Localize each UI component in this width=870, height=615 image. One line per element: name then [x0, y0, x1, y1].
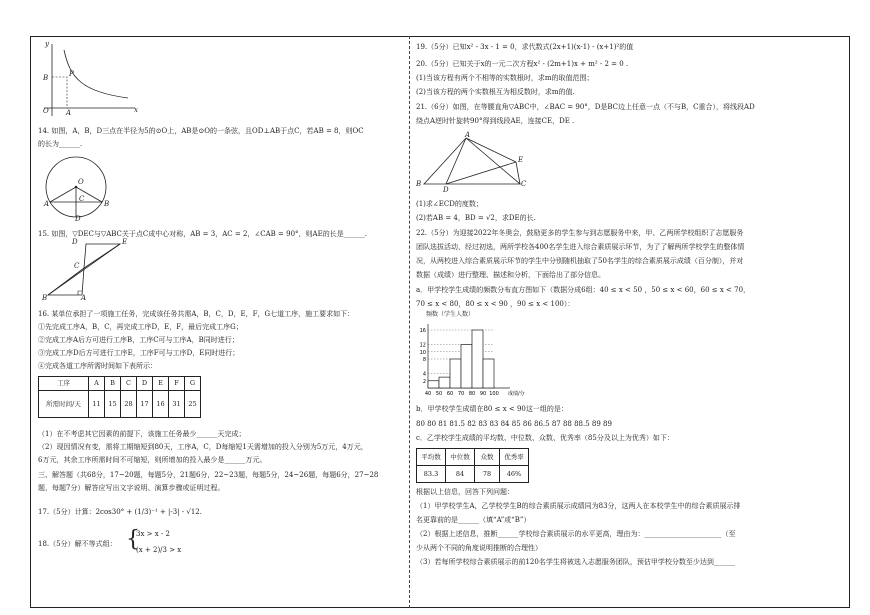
x-tick-label: 40: [424, 391, 432, 397]
q16-line1: 16. 某单位承担了一项施工任务，完成该任务共需A，B，C，D，E，F，G七道工序，施工要求如下：: [38, 310, 355, 318]
graph-label-b: B: [43, 74, 49, 82]
x-axis-label: 成绩/分: [508, 391, 525, 397]
table-cell: 46%: [500, 466, 529, 483]
table-cell: 16: [153, 391, 169, 418]
q22-after1: 根据以上信息，回答下列问题：: [416, 488, 514, 496]
histogram-bar: [439, 377, 450, 388]
q15-label-b: B: [42, 294, 48, 302]
table-cell: 78: [475, 466, 500, 483]
table-row: [39, 391, 201, 418]
x-tick-label: 100: [489, 391, 499, 397]
q22-a2: 70 ≤ x < 80，80 ≤ x < 90 ，90 ≤ x < 100）：: [416, 300, 575, 308]
graph-label-x: x: [134, 106, 138, 114]
q21-line2: 绕点A逆时针旋转90°得到线段AE，连接CE，DE .: [416, 117, 575, 125]
histogram-bar: [450, 359, 461, 388]
table-cell: B: [105, 377, 121, 391]
q21-label-a: A: [465, 131, 471, 139]
q17-text: 17.（5分）计算：2cos30° + (1/3)⁻¹ + |-3| - √12.: [38, 508, 202, 516]
x-tick-label: 80: [468, 391, 476, 397]
q21-label-c: C: [521, 180, 527, 188]
table-cell: A: [89, 377, 105, 391]
table-cell: 84: [446, 466, 475, 483]
x-tick-label: 70: [457, 391, 465, 397]
x-tick-label: 60: [446, 391, 454, 397]
section3-line2: 题，每题7分）解答应写出文字说明、演算步骤或证明过程。: [38, 484, 225, 492]
table-row: [417, 466, 529, 483]
q14-circle-figure: [42, 150, 112, 222]
q14-label-c: C: [79, 195, 85, 203]
section3-line1: 三、解答题（共68分，17~20题，每题5分，21题6分，22~23题，每题5分，24~26题，每题6分，27~28: [38, 471, 379, 479]
q16-sub2a: （2）现因情况有变，需将工期缩短到80天，工序A，C，D每缩短1天需增加的投入分别为5万元，4万元，: [38, 443, 368, 451]
q18-sys2: (x + 2)/3 > x: [136, 546, 182, 554]
q21-sub1: (1)求∠ECD的度数；: [416, 200, 483, 208]
q22-b2: 80 80 81 81.5 82 83 83 84 85 86 86.5 87 88 88.5 89 89: [416, 420, 612, 428]
q16-line5: ④完成各道工序所需时间如下表所示：: [38, 362, 157, 370]
q18-sys1: 3x > x - 2: [136, 530, 170, 538]
q18-brace: {: [126, 527, 140, 552]
q22-line1: 22.（5分）为迎接2022年冬奥会，鼓励更多的学生参与到志愿服务中来，甲、乙两所学校组织了志愿服务: [416, 229, 744, 237]
q15-label-d: D: [72, 238, 78, 246]
q15-line1: 15. 如图，▽DEC与▽ABC关于点C成中心对称，AB = 3，AC = 2，∠CAB = 90°，则AE的长是______.: [38, 230, 367, 238]
q22-sub2b: 少从两个不同的角度说明推断的合理性）: [416, 544, 542, 552]
q21-line1: 21.（6分）如图，在等腰直角▽ABC中，∠BAC = 90°，D是BC边上任意一点（不与B，C重合），将线段AD: [416, 103, 755, 111]
table-cell: 17: [137, 391, 153, 418]
q16-sub1: （1）在不考虑其它因素的前提下，该施工任务最少______天完成；: [38, 430, 246, 438]
table-cell: 工序: [39, 377, 89, 391]
table-row: [417, 449, 529, 466]
q22-b1: b．甲学校学生成绩在80 ≤ x < 90这一组的是：: [416, 405, 568, 413]
q21-label-b: B: [416, 180, 422, 188]
table-cell: E: [153, 377, 169, 391]
q22-sub2a: （2）根据上述信息，推断______学校综合素质展示的水平更高，理由为：______________________（至: [416, 530, 736, 538]
x-tick-label: 50: [435, 391, 443, 397]
graph-label-o: O: [43, 107, 49, 115]
graph-label-p: P: [69, 70, 74, 78]
q16-line2: ①先完成工序A，B，C，再完成工序D，E，F，最后完成工序G；: [38, 323, 243, 331]
q22-sub3: （3）若每所学校综合素质展示的前120名学生将被选入志愿服务团队，预估甲学校分数至少达到______: [416, 558, 735, 566]
q22-line4: 数据（成绩）进行整理、描述和分析，下面给出了部分信息。: [416, 271, 605, 279]
table-cell: 83.3: [417, 466, 446, 483]
table-cell: 优秀率: [500, 449, 529, 466]
histogram-bar: [461, 345, 472, 389]
histogram-bar: [472, 330, 483, 388]
q22-sub1b: 名更靠前的是______（填“A”或“B”）: [416, 516, 531, 524]
histogram-bar: [483, 359, 494, 388]
q14-line1: 14. 如图，A，B，D三点在半径为5的⊙O上，AB是⊙O的一条弦，且OD⊥AB于点C，若AB = 8，则OC: [38, 127, 364, 135]
graph-label-y: y: [45, 40, 49, 48]
table-cell: D: [137, 377, 153, 391]
q15-label-c: C: [74, 262, 80, 270]
q14-label-a: A: [44, 200, 50, 208]
table-cell: 平均数: [417, 449, 446, 466]
q16-sub2b: 6万元，其余工序所需时间不可缩短，则所增加的投入最少是______万元。: [38, 456, 267, 464]
histogram-title: 频数（学生人数）: [426, 311, 475, 318]
table-cell: 25: [185, 391, 201, 418]
table-cell: 11: [89, 391, 105, 418]
q21-label-e: E: [518, 156, 524, 164]
y-tick-label: 4: [422, 371, 426, 378]
y-tick-label: 16: [419, 328, 426, 334]
q15-label-a: A: [81, 294, 87, 302]
q22-c1: c．乙学校学生成绩的平均数、中位数、众数、优秀率（85分及以上为优秀）如下：: [416, 434, 674, 442]
histogram-bar: [428, 381, 439, 388]
q21-triangle-figure: [420, 132, 530, 190]
table-cell: 15: [105, 391, 121, 418]
q21-label-d: D: [443, 186, 449, 194]
table-cell: 众数: [475, 449, 500, 466]
q22-a1: a．甲学校学生成绩的频数分布直方图如下（数据分成6组：40 ≤ x < 50 ，50 ≤ x < 60，60 ≤ x < 70，: [416, 286, 751, 294]
y-tick-label: 8: [422, 357, 426, 363]
q14-label-d: D: [75, 215, 81, 223]
frequency-histogram: [414, 318, 554, 400]
table-cell: 中位数: [446, 449, 475, 466]
q16-line4: ③完成工序D后方可进行工序E，工序F可与工序D，E同时进行；: [38, 349, 240, 357]
x-tick-label: 90: [479, 391, 487, 397]
q20-line1: 20.（5分）已知关于x的一元二次方程x² - (2m+1)x + m² - 2 = 0 .: [416, 60, 629, 68]
table-cell: C: [121, 377, 137, 391]
q16-time-table: [38, 376, 201, 418]
q22-line2: 团队选拔活动，经过初选，两所学校各400名学生进入综合素质展示环节，为了了解两所学校学生的整体情: [416, 243, 745, 251]
q15-triangle-figure: [44, 240, 124, 298]
table-cell: F: [169, 377, 185, 391]
inverse-function-graph: [40, 40, 140, 118]
q14-label-o: O: [78, 178, 84, 186]
y-tick-label: 12: [419, 342, 426, 349]
q18-text: 18.（5分）解不等式组：: [38, 540, 117, 548]
graph-label-a: A: [66, 109, 72, 117]
q21-sub2: (2)若AB = 4，BD = √2，求DE的长.: [416, 214, 536, 222]
y-tick-label: 2: [422, 378, 426, 385]
q14-line2: 的长为______.: [38, 140, 83, 148]
q19-text: 19.（5分）已知x² - 3x - 1 = 0，求代数式(2x+1)(x-1) - (x+1)²的值: [416, 43, 634, 51]
q22-sub1a: （1）甲学校学生A，乙学校学生B的综合素质展示成绩同为83分，这两人在本校学生中的综合素质展示排: [416, 502, 741, 510]
table-cell: 所需时间/天: [39, 391, 89, 418]
table-cell: G: [185, 377, 201, 391]
q20-line2: (1)当该方程有两个不相等的实数根时，求m的取值范围；: [416, 74, 594, 82]
table-row: [39, 377, 201, 391]
column-divider: [409, 36, 410, 608]
table-cell: 31: [169, 391, 185, 418]
table-cell: 28: [121, 391, 137, 418]
q20-line3: (2)当该方程的两个实数根互为相反数时，求m的值.: [416, 88, 575, 96]
y-tick-label: 10: [419, 349, 426, 356]
q14-label-b: B: [104, 200, 110, 208]
q22-line3: 况，从两校进入综合素质展示环节的学生中分别随机抽取了50名学生的综合素质展示成绩（百分制），并对: [416, 257, 744, 265]
q15-label-e: E: [122, 238, 128, 246]
q22-stats-table: [416, 448, 529, 483]
q16-line3: ②完成工序A后方可进行工序B，工序C可与工序A，B同时进行；: [38, 336, 239, 344]
